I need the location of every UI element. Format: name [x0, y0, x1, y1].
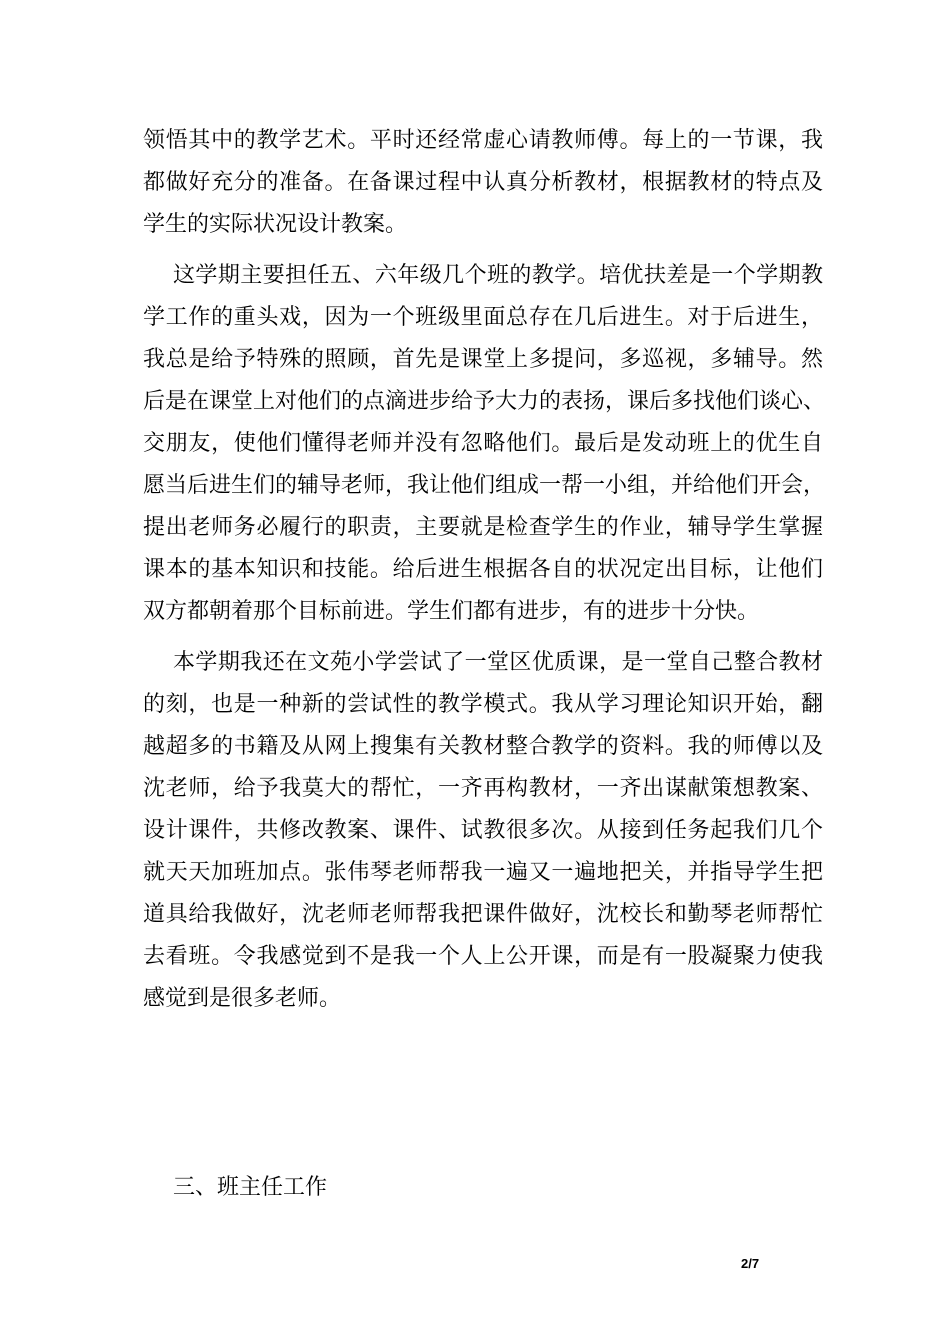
text-line: 愿当后进生们的辅导老师，我让他们组成一帮一小组，并给他们开会， [143, 473, 826, 498]
text-line: 就天天加班加点。张伟琴老师帮我一遍又一遍地把关，并指导学生把 [143, 860, 823, 885]
text-line: 课本的基本知识和技能。给后进生根据各自的状况定出目标，让他们 [143, 557, 823, 582]
text-line: 学工作的重头戏，因为一个班级里面总存在几后进生。对于后进生， [143, 305, 823, 330]
text-line: 学生的实际状况设计教案。 [143, 212, 408, 237]
text-line: 后是在课堂上对他们的点滴进步给予大力的表扬，课后多找他们谈心、 [143, 389, 826, 414]
text-line: 领悟其中的教学艺术。平时还经常虚心请教师傅。每上的一节课，我 [143, 128, 823, 153]
text-line: 交朋友，使他们懂得老师并没有忽略他们。最后是发动班上的优生自 [143, 431, 823, 456]
text-line: 设计课件，共修改教案、课件、试教很多次。从接到任务起我们几个 [143, 818, 823, 843]
section-heading: 三、班主任工作 [173, 1175, 328, 1200]
paragraph-3 [143, 642, 823, 1020]
text-line: 感觉到是很多老师。 [143, 986, 342, 1011]
text-line: 沈老师，给予我莫大的帮忙，一齐再构教材，一齐出谋献策想教案、 [143, 776, 823, 801]
body-text [143, 120, 826, 1020]
page-number: 2/7 [741, 1256, 760, 1271]
text-line: 本学期我还在文苑小学尝试了一堂区优质课，是一堂自己整合教材 [173, 650, 823, 675]
text-line: 的刻，也是一种新的尝试性的教学模式。我从学习理论知识开始，翻 [143, 692, 823, 717]
text-line: 提出老师务必履行的职责，主要就是检查学生的作业，辅导学生掌握 [143, 515, 823, 540]
text-line: 越超多的书籍及从网上搜集有关教材整合教学的资料。我的师傅以及 [143, 734, 823, 759]
paragraph-1 [143, 120, 823, 246]
text-line: 去看班。令我感觉到不是我一个人上公开课，而是有一股凝聚力使我 [143, 944, 823, 969]
text-line: 我总是给予特殊的照顾，首先是课堂上多提问，多巡视，多辅导。然 [143, 347, 823, 372]
paragraph-2 [143, 255, 826, 633]
text-line: 都做好充分的准备。在备课过程中认真分析教材，根据教材的特点及 [143, 170, 823, 195]
text-line: 双方都朝着那个目标前进。学生们都有进步，有的进步十分快。 [143, 599, 760, 624]
text-line: 道具给我做好，沈老师老师帮我把课件做好，沈校长和勤琴老师帮忙 [143, 902, 823, 927]
text-line: 这学期主要担任五、六年级几个班的教学。培优扶差是一个学期教 [173, 263, 823, 288]
